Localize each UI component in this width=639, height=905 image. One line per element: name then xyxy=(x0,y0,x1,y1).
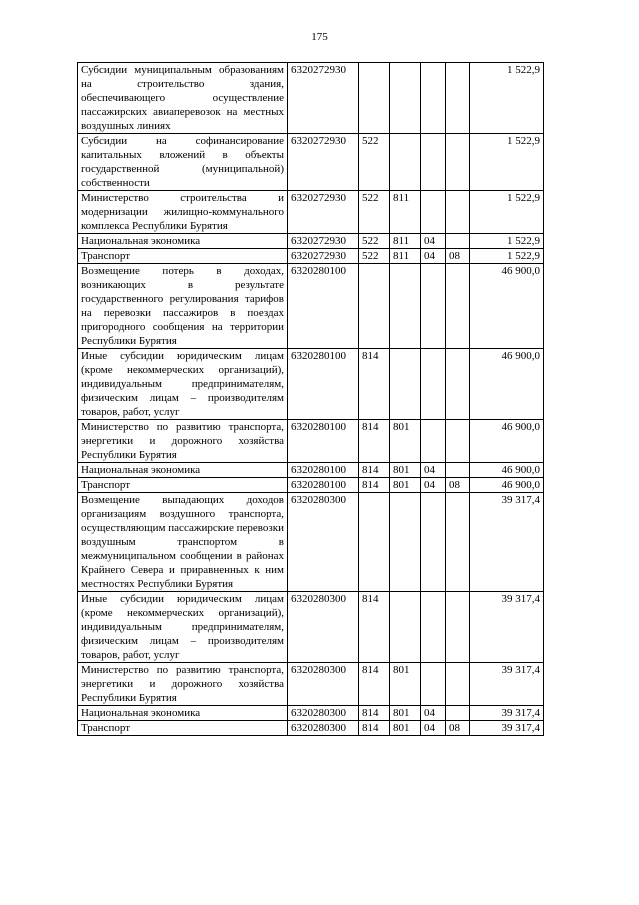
row-section-cell xyxy=(421,493,446,592)
page-number: 175 xyxy=(311,31,328,43)
row-ministry-code-cell xyxy=(390,592,421,663)
budget-table xyxy=(77,62,544,736)
row-ministry-code-cell xyxy=(390,63,421,134)
row-expense-type-cell: 814 xyxy=(359,463,390,478)
table-row xyxy=(78,463,544,478)
row-section-cell xyxy=(421,349,446,420)
row-amount-cell: 1 522,9 xyxy=(470,63,544,134)
row-subsection-cell xyxy=(446,592,470,663)
row-name-cell: Национальная экономика xyxy=(78,706,288,721)
table-row xyxy=(78,706,544,721)
row-code-cell: 6320280100 xyxy=(288,264,359,349)
row-expense-type-cell: 522 xyxy=(359,249,390,264)
row-amount-cell: 46 900,0 xyxy=(470,478,544,493)
table-row xyxy=(78,191,544,234)
row-code-cell: 6320272930 xyxy=(288,234,359,249)
row-amount-cell: 46 900,0 xyxy=(470,349,544,420)
row-subsection-cell xyxy=(446,191,470,234)
table-row xyxy=(78,478,544,493)
row-section-cell: 04 xyxy=(421,721,446,736)
table-row xyxy=(78,721,544,736)
row-expense-type-cell xyxy=(359,63,390,134)
row-section-cell xyxy=(421,420,446,463)
table-row xyxy=(78,264,544,349)
row-expense-type-cell: 814 xyxy=(359,721,390,736)
row-amount-cell: 1 522,9 xyxy=(470,134,544,191)
row-amount-cell: 46 900,0 xyxy=(470,264,544,349)
row-code-cell: 6320272930 xyxy=(288,134,359,191)
row-amount-cell: 46 900,0 xyxy=(470,463,544,478)
row-subsection-cell xyxy=(446,349,470,420)
row-name-cell: Иные субсидии юридическим лицам (кроме некоммерческих организаций), индивидуальным предпринимателям, физическим лицам – производителям товаров, работ, услуг xyxy=(78,349,288,420)
row-ministry-code-cell: 801 xyxy=(390,463,421,478)
row-section-cell: 04 xyxy=(421,234,446,249)
row-code-cell: 6320272930 xyxy=(288,63,359,134)
row-subsection-cell: 08 xyxy=(446,249,470,264)
row-ministry-code-cell: 801 xyxy=(390,706,421,721)
row-amount-cell: 39 317,4 xyxy=(470,592,544,663)
row-section-cell xyxy=(421,63,446,134)
row-subsection-cell xyxy=(446,63,470,134)
row-section-cell: 04 xyxy=(421,478,446,493)
row-code-cell: 6320280300 xyxy=(288,493,359,592)
row-ministry-code-cell: 801 xyxy=(390,478,421,493)
row-code-cell: 6320280100 xyxy=(288,420,359,463)
budget-table-body xyxy=(78,63,544,736)
row-subsection-cell: 08 xyxy=(446,721,470,736)
row-ministry-code-cell xyxy=(390,349,421,420)
row-expense-type-cell: 814 xyxy=(359,478,390,493)
table-row xyxy=(78,63,544,134)
row-amount-cell: 39 317,4 xyxy=(470,493,544,592)
row-name-cell: Возмещение потерь в доходах, возникающих в результате государственного регулирования тарифов на перевозки пассажиров в поездах пригородного сообщения на территории Республики Бурятия xyxy=(78,264,288,349)
row-amount-cell: 46 900,0 xyxy=(470,420,544,463)
row-expense-type-cell: 814 xyxy=(359,706,390,721)
table-row xyxy=(78,249,544,264)
row-ministry-code-cell: 801 xyxy=(390,420,421,463)
table-row xyxy=(78,234,544,249)
row-name-cell: Транспорт xyxy=(78,249,288,264)
row-name-cell: Министерство по развитию транспорта, энергетики и дорожного хозяйства Республики Бурятия xyxy=(78,663,288,706)
row-subsection-cell: 08 xyxy=(446,478,470,493)
row-code-cell: 6320280300 xyxy=(288,592,359,663)
row-subsection-cell xyxy=(446,493,470,592)
row-ministry-code-cell: 811 xyxy=(390,234,421,249)
row-name-cell: Возмещение выпадающих доходов организациям воздушного транспорта, осуществляющим пассажирские перевозки воздушным транспортом в межмуниципальном сообщении в районах Крайнего Севера и приравненных к ним местностях Республики Бурятия xyxy=(78,493,288,592)
row-code-cell: 6320272930 xyxy=(288,249,359,264)
row-ministry-code-cell xyxy=(390,493,421,592)
row-amount-cell: 1 522,9 xyxy=(470,234,544,249)
row-section-cell: 04 xyxy=(421,463,446,478)
row-code-cell: 6320280100 xyxy=(288,349,359,420)
row-ministry-code-cell xyxy=(390,134,421,191)
row-amount-cell: 39 317,4 xyxy=(470,721,544,736)
row-subsection-cell xyxy=(446,663,470,706)
row-expense-type-cell: 814 xyxy=(359,592,390,663)
table-row xyxy=(78,663,544,706)
row-expense-type-cell: 522 xyxy=(359,234,390,249)
row-amount-cell: 1 522,9 xyxy=(470,249,544,264)
row-subsection-cell xyxy=(446,234,470,249)
row-section-cell: 04 xyxy=(421,706,446,721)
row-name-cell: Транспорт xyxy=(78,721,288,736)
row-section-cell xyxy=(421,264,446,349)
row-code-cell: 6320280300 xyxy=(288,721,359,736)
row-name-cell: Национальная экономика xyxy=(78,463,288,478)
row-subsection-cell xyxy=(446,463,470,478)
table-row xyxy=(78,420,544,463)
row-expense-type-cell: 814 xyxy=(359,420,390,463)
row-code-cell: 6320280300 xyxy=(288,706,359,721)
row-section-cell xyxy=(421,134,446,191)
row-amount-cell: 39 317,4 xyxy=(470,706,544,721)
row-amount-cell: 39 317,4 xyxy=(470,663,544,706)
row-name-cell: Министерство строительства и модернизации жилищно-коммунального комплекса Республики Бурятия xyxy=(78,191,288,234)
row-ministry-code-cell: 801 xyxy=(390,663,421,706)
row-ministry-code-cell: 811 xyxy=(390,191,421,234)
row-name-cell: Национальная экономика xyxy=(78,234,288,249)
row-code-cell: 6320280300 xyxy=(288,663,359,706)
table-row xyxy=(78,349,544,420)
row-expense-type-cell: 522 xyxy=(359,191,390,234)
row-expense-type-cell: 814 xyxy=(359,663,390,706)
row-subsection-cell xyxy=(446,264,470,349)
row-subsection-cell xyxy=(446,134,470,191)
row-section-cell xyxy=(421,663,446,706)
row-expense-type-cell: 522 xyxy=(359,134,390,191)
row-expense-type-cell xyxy=(359,493,390,592)
row-name-cell: Министерство по развитию транспорта, энергетики и дорожного хозяйства Республики Бурятия xyxy=(78,420,288,463)
row-ministry-code-cell: 801 xyxy=(390,721,421,736)
row-section-cell xyxy=(421,592,446,663)
row-subsection-cell xyxy=(446,706,470,721)
row-code-cell: 6320280100 xyxy=(288,478,359,493)
row-ministry-code-cell: 811 xyxy=(390,249,421,264)
row-section-cell: 04 xyxy=(421,249,446,264)
table-row xyxy=(78,493,544,592)
row-ministry-code-cell xyxy=(390,264,421,349)
row-name-cell: Субсидии на софинансирование капитальных вложений в объекты государственной (муниципальной) собственности xyxy=(78,134,288,191)
row-code-cell: 6320272930 xyxy=(288,191,359,234)
row-name-cell: Субсидии муниципальным образованиям на строительство здания, обеспечивающего осуществление пассажирских авиаперевозок на местных воздушных линиях xyxy=(78,63,288,134)
row-code-cell: 6320280100 xyxy=(288,463,359,478)
row-name-cell: Транспорт xyxy=(78,478,288,493)
row-subsection-cell xyxy=(446,420,470,463)
row-name-cell: Иные субсидии юридическим лицам (кроме некоммерческих организаций), индивидуальным предпринимателям, физическим лицам – производителям товаров, работ, услуг xyxy=(78,592,288,663)
table-row xyxy=(78,134,544,191)
row-expense-type-cell xyxy=(359,264,390,349)
row-expense-type-cell: 814 xyxy=(359,349,390,420)
row-amount-cell: 1 522,9 xyxy=(470,191,544,234)
row-section-cell xyxy=(421,191,446,234)
table-row xyxy=(78,592,544,663)
